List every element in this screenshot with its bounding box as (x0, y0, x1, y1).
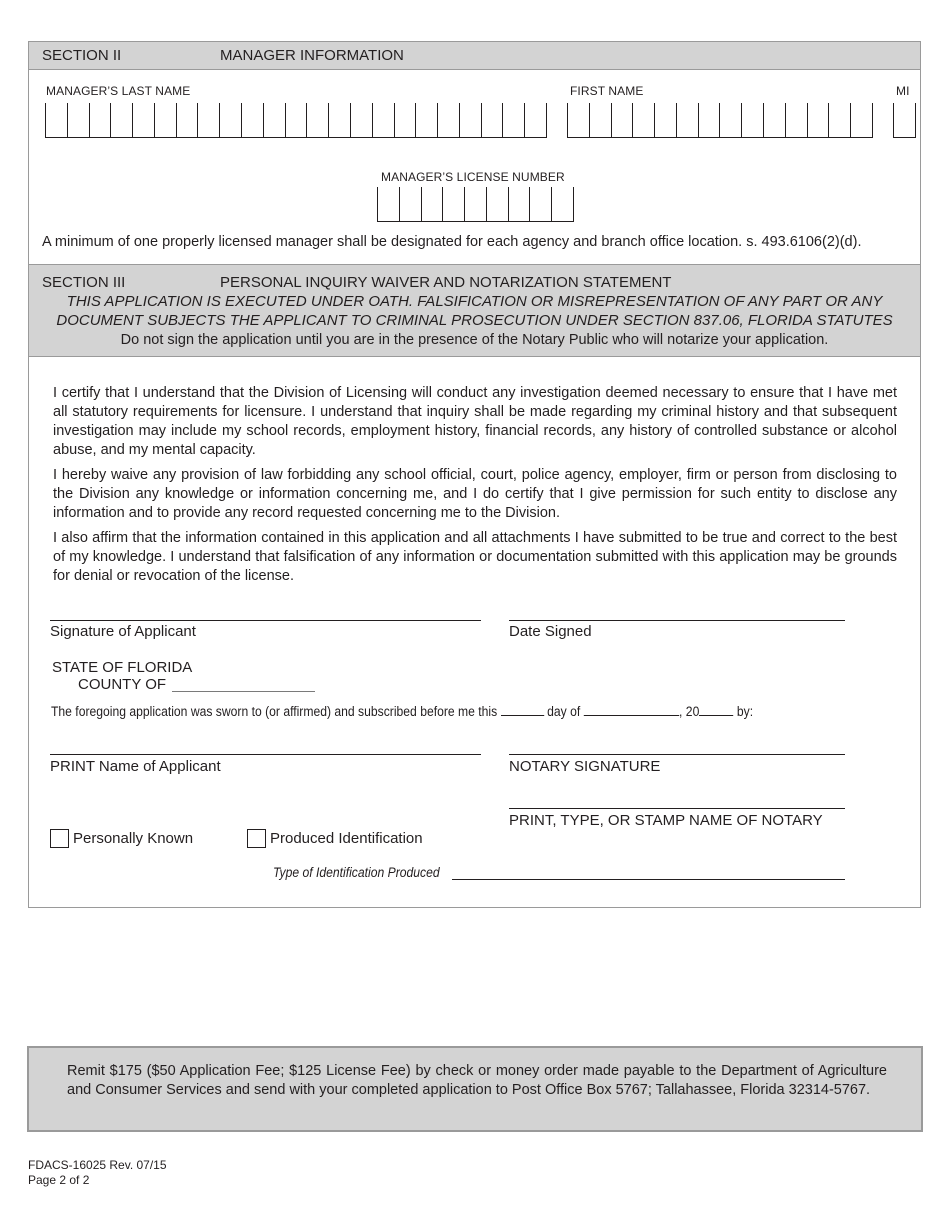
first-name-char-box[interactable] (828, 103, 850, 137)
first-name-char-box[interactable] (763, 103, 785, 137)
waiver-paragraph: I hereby waive any provision of law forbidding any school official, court, police agency, employer, firm or person from disclosing to the Division any knowledge or information concerning me, and I do certify that I give permission for such entity to disclose any information and to provide any record requested concerning me to the Division. (53, 467, 897, 521)
manager-last-name-label: MANAGER’S LAST NAME (46, 84, 191, 98)
last-name-char-box[interactable] (110, 103, 132, 137)
first-name-char-box[interactable] (589, 103, 611, 137)
first-name-char-box[interactable] (698, 103, 720, 137)
last-name-char-box[interactable] (481, 103, 503, 137)
last-name-char-box[interactable] (219, 103, 241, 137)
first-name-field[interactable] (567, 103, 873, 138)
produced-id-label: Produced Identification (270, 830, 423, 847)
license-char-box[interactable] (464, 187, 486, 221)
month-blank[interactable] (584, 704, 679, 716)
mi-label: MI (896, 84, 910, 98)
section-3-title: PERSONAL INQUIRY WAIVER AND NOTARIZATION STATEMENT (220, 274, 672, 291)
first-name-char-box[interactable] (785, 103, 807, 137)
last-name-char-box[interactable] (241, 103, 263, 137)
notary-signature-line[interactable] (509, 754, 845, 755)
last-name-char-box[interactable] (132, 103, 154, 137)
first-name-char-box[interactable] (567, 103, 589, 137)
oath-warning-line-1: THIS APPLICATION IS EXECUTED UNDER OATH. FALSIFICATION OR MISREPRESENTATION OF ANY PART OR ANY (66, 293, 883, 310)
last-name-char-box[interactable] (350, 103, 372, 137)
section-3-number: SECTION III (42, 274, 126, 291)
last-name-char-box[interactable] (263, 103, 285, 137)
last-name-char-box[interactable] (154, 103, 176, 137)
license-number-label: MANAGER’S LICENSE NUMBER (381, 170, 565, 184)
last-name-char-box[interactable] (459, 103, 481, 137)
id-type-label: Type of Identification Produced (273, 865, 440, 880)
first-name-char-box[interactable] (632, 103, 654, 137)
first-name-char-box[interactable] (719, 103, 741, 137)
remit-instructions: Remit $175 ($50 Application Fee; $125 License Fee) by check or money order made payable to the Department of Agriculture and Consumer Services and send with your completed application to Post Office Box 5767; Tallahassee, Florida 32314-5767. (67, 1063, 887, 1098)
section-2-box (28, 41, 921, 265)
license-char-box[interactable] (442, 187, 464, 221)
signature-line[interactable] (50, 620, 481, 621)
print-name-label: PRINT Name of Applicant (50, 758, 221, 775)
year-prefix: , 20 (679, 704, 700, 719)
county-blank[interactable] (172, 691, 315, 692)
signature-label: Signature of Applicant (50, 623, 196, 640)
personally-known-label: Personally Known (73, 830, 194, 847)
first-name-char-box[interactable] (611, 103, 633, 137)
mi-char-box[interactable] (893, 103, 916, 137)
page-number: Page 2 of 2 (28, 1173, 90, 1187)
date-signed-label: Date Signed (509, 623, 592, 640)
last-name-char-box[interactable] (524, 103, 547, 137)
last-name-char-box[interactable] (437, 103, 459, 137)
produced-id-checkbox[interactable] (247, 829, 266, 848)
section-2-title: MANAGER INFORMATION (220, 47, 404, 64)
last-name-char-box[interactable] (372, 103, 394, 137)
last-name-char-box[interactable] (328, 103, 350, 137)
first-name-char-box[interactable] (676, 103, 698, 137)
first-name-char-box[interactable] (654, 103, 676, 137)
print-name-line[interactable] (50, 754, 481, 755)
notary-instruction: Do not sign the application until you are in the presence of the Notary Public who will notarize your application. (120, 332, 829, 348)
last-name-char-box[interactable] (285, 103, 307, 137)
manager-requirement-note: A minimum of one properly licensed manager shall be designated for each agency and branch office location. s. 493.6106(2)(d). (42, 234, 862, 250)
license-number-field[interactable] (377, 187, 574, 222)
section-2-number: SECTION II (42, 47, 122, 64)
year-blank[interactable] (699, 704, 733, 716)
state-label: STATE OF FLORIDA (52, 659, 193, 676)
last-name-char-box[interactable] (197, 103, 219, 137)
id-type-line[interactable] (452, 879, 845, 880)
first-name-label: FIRST NAME (570, 84, 644, 98)
manager-last-name-field[interactable] (45, 103, 547, 138)
last-name-char-box[interactable] (415, 103, 437, 137)
county-label: COUNTY OF (78, 676, 167, 693)
license-char-box[interactable] (377, 187, 399, 221)
section-3-header (29, 265, 920, 357)
notary-name-label: PRINT, TYPE, OR STAMP NAME OF NOTARY (509, 812, 823, 829)
affirm-paragraph: I also affirm that the information contained in this application and all attachments I have submitted to be true and correct to the best of my knowledge. I understand that falsification of any information or documentation submitted with this application may be grounds for denial or revocation of the license. (53, 530, 897, 584)
section-2-header (29, 42, 920, 70)
first-name-char-box[interactable] (807, 103, 829, 137)
first-name-char-box[interactable] (741, 103, 763, 137)
license-char-box[interactable] (399, 187, 421, 221)
oath-warning-line-2: DOCUMENT SUBJECTS THE APPLICANT TO CRIMINAL PROSECUTION UNDER SECTION 837.06, FLORIDA STATUTES (56, 312, 893, 329)
last-name-char-box[interactable] (502, 103, 524, 137)
license-char-box[interactable] (508, 187, 530, 221)
by-label: by: (736, 704, 754, 719)
notary-signature-label: NOTARY SIGNATURE (509, 758, 661, 775)
certify-paragraph: I certify that I understand that the Division of Licensing will conduct any investigation deemed necessary to ensure that I have met all statutory requirements for licensure. I understand that inquiry shall be made regarding my criminal history and that subsequent investigation may include my school records, employment history, financial records, any history of controlled substance or alcohol abuse, and my mental capacity. (53, 385, 897, 458)
last-name-char-box[interactable] (89, 103, 111, 137)
mi-field[interactable] (893, 103, 916, 138)
license-char-box[interactable] (486, 187, 508, 221)
last-name-char-box[interactable] (176, 103, 198, 137)
day-of-label: day of (547, 704, 581, 719)
sworn-statement (51, 704, 753, 719)
first-name-char-box[interactable] (850, 103, 873, 137)
last-name-char-box[interactable] (306, 103, 328, 137)
day-blank[interactable] (501, 704, 544, 716)
sworn-text: The foregoing application was sworn to (or affirmed) and subscribed before me this (51, 704, 498, 719)
last-name-char-box[interactable] (67, 103, 89, 137)
last-name-char-box[interactable] (45, 103, 67, 137)
notary-name-line[interactable] (509, 808, 845, 809)
license-char-box[interactable] (421, 187, 443, 221)
date-signed-line[interactable] (509, 620, 845, 621)
personally-known-checkbox[interactable] (50, 829, 69, 848)
remit-box (27, 1046, 923, 1132)
license-char-box[interactable] (529, 187, 551, 221)
license-char-box[interactable] (551, 187, 574, 221)
last-name-char-box[interactable] (394, 103, 416, 137)
form-id: FDACS-16025 Rev. 07/15 (28, 1158, 167, 1172)
